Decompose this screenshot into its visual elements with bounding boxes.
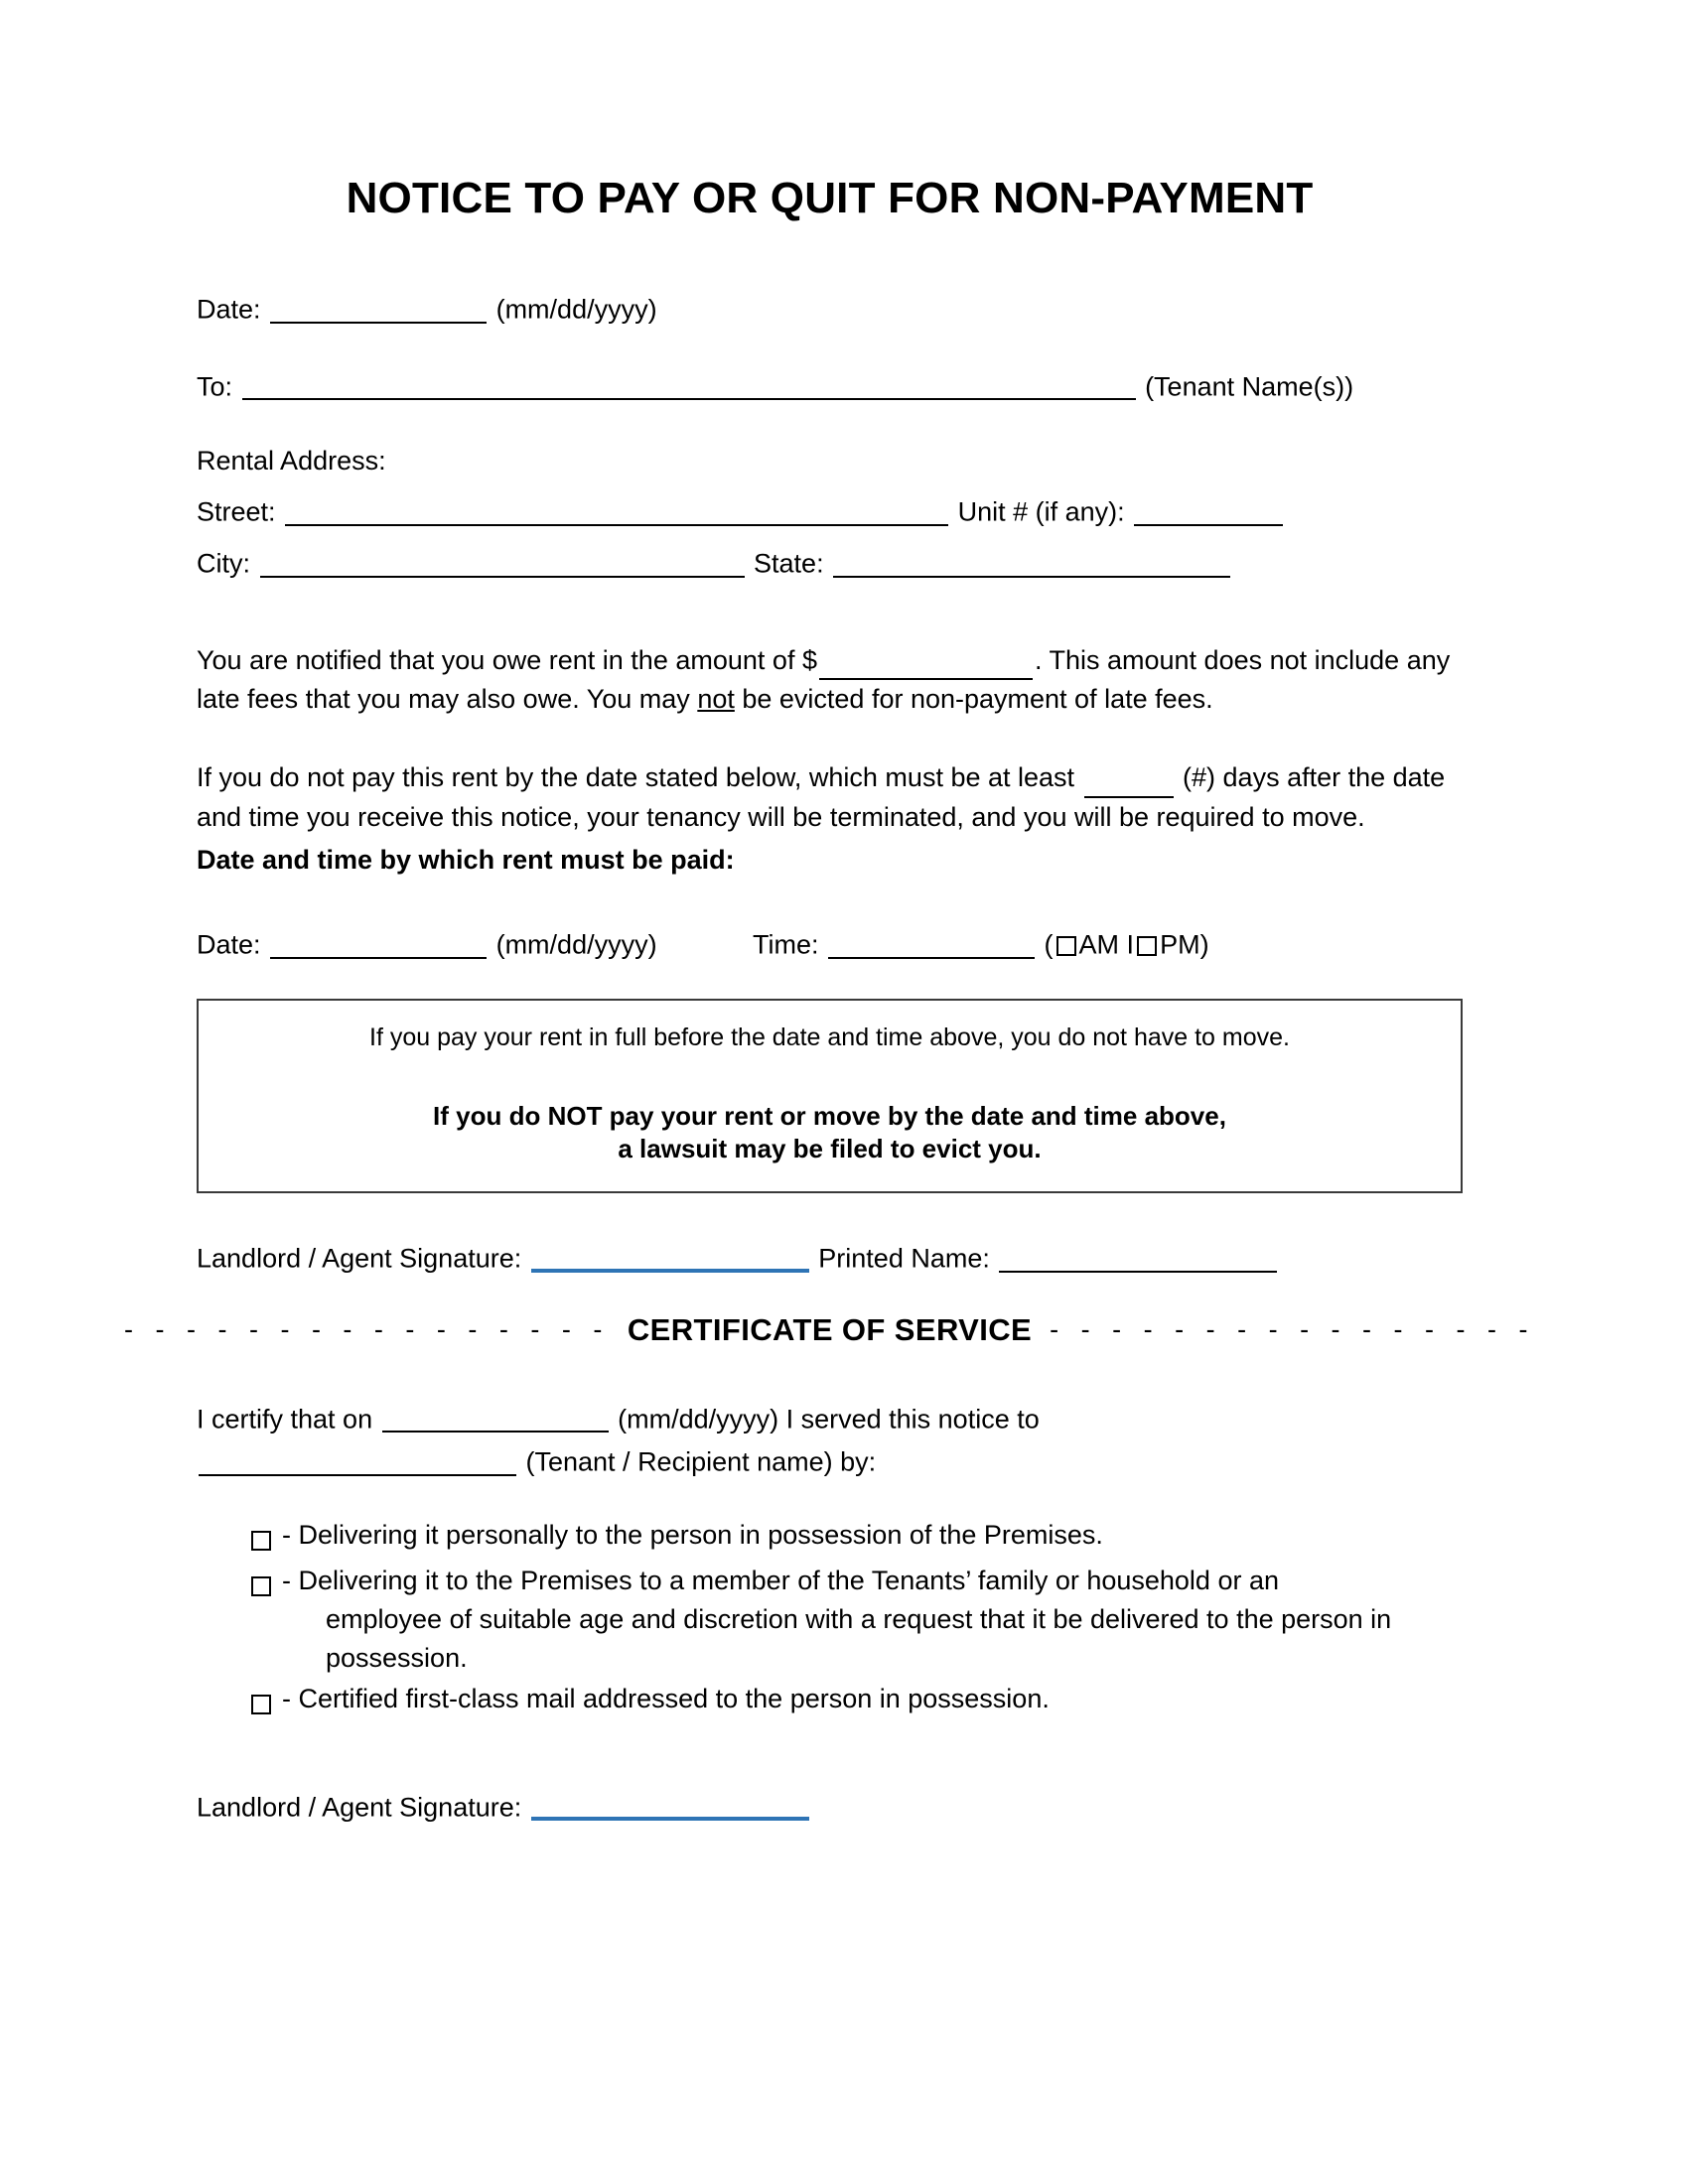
- days-input-blank[interactable]: [1084, 768, 1174, 798]
- deadline-date-label: Date:: [197, 929, 261, 960]
- date-label: Date:: [197, 294, 261, 325]
- days-to-pay-paragraph: [197, 758, 1463, 837]
- service-method-2-dash: -: [282, 1565, 299, 1595]
- certify-date-blank[interactable]: [382, 1404, 609, 1433]
- date-format-hint: (mm/dd/yyyy): [495, 294, 657, 325]
- certify-date-hint: (mm/dd/yyyy) I served this notice to: [610, 1404, 1040, 1434]
- service-method-checkbox-wrap: [248, 1562, 274, 1605]
- street-input-blank[interactable]: [285, 496, 948, 526]
- street-label: Street:: [197, 496, 276, 527]
- deadline-heading: [197, 847, 1463, 874]
- service-method-2-checkbox[interactable]: [251, 1576, 271, 1596]
- city-state-row: [197, 548, 1463, 578]
- street-row: [197, 496, 1463, 526]
- pm-label: PM: [1160, 929, 1200, 960]
- deadline-date-format-hint: (mm/dd/yyyy): [495, 929, 657, 960]
- state-label: State:: [754, 548, 824, 579]
- service-method-checkbox-wrap: [248, 1516, 274, 1560]
- unit-input-blank[interactable]: [1134, 496, 1283, 526]
- city-label: City:: [197, 548, 250, 579]
- deadline-date-input-blank[interactable]: [270, 929, 487, 959]
- service-method-3-dash: -: [282, 1684, 299, 1714]
- service-method-checkbox-wrap: [248, 1680, 274, 1723]
- tenant-name-hint: (Tenant Name(s)): [1145, 371, 1354, 402]
- am-checkbox[interactable]: [1056, 936, 1076, 956]
- landlord-signature-label: Landlord / Agent Signature:: [197, 1243, 522, 1274]
- days-text-part-1: If you do not pay this rent by the date stated below, which must be at least: [197, 762, 1082, 793]
- warning-line-1: If you pay your rent in full before the date and time above, you do not have to move.: [369, 1023, 1290, 1051]
- certify-recipient-blank[interactable]: [199, 1446, 516, 1476]
- rental-address-label: [197, 448, 1463, 475]
- days-text-part-2: (#) days after the date and time you receive this notice, your tenancy will be terminated, and you will be required to move.: [197, 762, 1446, 832]
- service-method-1-label: Delivering it personally to the person in possession of the Premises.: [298, 1519, 1103, 1550]
- to-label: To:: [197, 371, 233, 402]
- certify-recipient-hint: (Tenant / Recipient name) by:: [518, 1446, 877, 1477]
- service-method-3-label: Certified first-class mail addressed to the person in possession.: [298, 1684, 1050, 1714]
- landlord-signature-blank[interactable]: [531, 1241, 809, 1273]
- service-method-3-checkbox[interactable]: [251, 1695, 271, 1714]
- not-emphasis: not: [697, 683, 735, 714]
- certify-date-row: [197, 1404, 1463, 1433]
- service-method-1-dash: -: [282, 1519, 299, 1550]
- rental-address-section-label: Rental Address:: [197, 446, 386, 477]
- list-item: [197, 1680, 1463, 1723]
- time-open-paren: (: [1044, 929, 1054, 960]
- am-label: AM: [1078, 929, 1120, 960]
- amount-input-blank[interactable]: [819, 650, 1033, 680]
- page-title: NOTICE TO PAY OR QUIT FOR NON-PAYMENT: [346, 174, 1314, 222]
- deadline-time-label: Time:: [753, 929, 819, 960]
- deadline-time-input-blank[interactable]: [828, 929, 1035, 959]
- service-method-list: [197, 1516, 1463, 1724]
- warning-bold-line-2: a lawsuit may be filed to evict you.: [618, 1133, 1042, 1163]
- unit-label: Unit # (if any):: [957, 496, 1125, 527]
- service-method-1-checkbox[interactable]: [251, 1531, 271, 1551]
- deadline-date-time-row: [197, 929, 1463, 959]
- service-method-2-text-wrap: [274, 1562, 1463, 1678]
- amount-text-part-4: be evicted for non-payment of late fees.: [734, 683, 1213, 714]
- amount-text-part-2: of $: [772, 644, 817, 675]
- deadline-heading-text: Date and time by which rent must be paid:: [197, 845, 735, 876]
- service-method-2-label: Delivering it to the Premises to a member of the Tenants’ family or household or an: [298, 1565, 1279, 1595]
- document-content: [123, 0, 1536, 1823]
- city-input-blank[interactable]: [260, 548, 745, 578]
- deadline-time-group: [753, 929, 1463, 959]
- divider-dashes-left: - - - - - - - - - - - - - - - -: [123, 1314, 610, 1345]
- service-method-2-continuation: employee of suitable age and discretion with a request that it be delivered to the person in possession.: [326, 1604, 1392, 1674]
- amount-text-part-3: . This amount does not include any late fees that you may also owe. You may: [197, 644, 1451, 714]
- amount-text-part-1: You are notified that you owe rent in the amount: [197, 644, 766, 675]
- service-method-1-text-wrap: [274, 1516, 1463, 1555]
- deadline-date-group: [197, 929, 753, 959]
- ampm-separator: I: [1126, 929, 1135, 960]
- state-input-blank[interactable]: [833, 548, 1230, 578]
- landlord-signature-row: [197, 1241, 1463, 1273]
- printed-name-label: Printed Name:: [818, 1243, 990, 1274]
- certificate-signature-row: [197, 1790, 1463, 1822]
- certificate-signature-label: Landlord / Agent Signature:: [197, 1792, 522, 1823]
- date-input-blank[interactable]: [270, 294, 487, 324]
- date-row: [197, 294, 1463, 324]
- certify-text-part-1: I certify that on: [197, 1404, 380, 1434]
- tenant-name-row: [197, 371, 1463, 401]
- list-item: [197, 1516, 1463, 1560]
- certificate-of-service-heading: CERTIFICATE OF SERVICE: [627, 1311, 1033, 1347]
- tenant-name-input-blank[interactable]: [242, 371, 1136, 401]
- certify-recipient-row: [197, 1446, 1463, 1476]
- amount-owed-paragraph: [197, 641, 1463, 720]
- list-item: [197, 1562, 1463, 1678]
- printed-name-blank[interactable]: [999, 1243, 1277, 1273]
- certificate-of-service-divider: [123, 1311, 1536, 1348]
- pm-checkbox[interactable]: [1137, 936, 1157, 956]
- service-method-3-text-wrap: [274, 1680, 1463, 1718]
- certificate-signature-blank[interactable]: [531, 1790, 809, 1822]
- divider-dashes-right: - - - - - - - - - - - - - - - -: [1050, 1314, 1536, 1345]
- time-close-paren: ): [1199, 929, 1209, 960]
- warning-bold-line-1: If you do NOT pay your rent or move by the date and time above,: [433, 1100, 1226, 1131]
- warning-box: [197, 999, 1463, 1194]
